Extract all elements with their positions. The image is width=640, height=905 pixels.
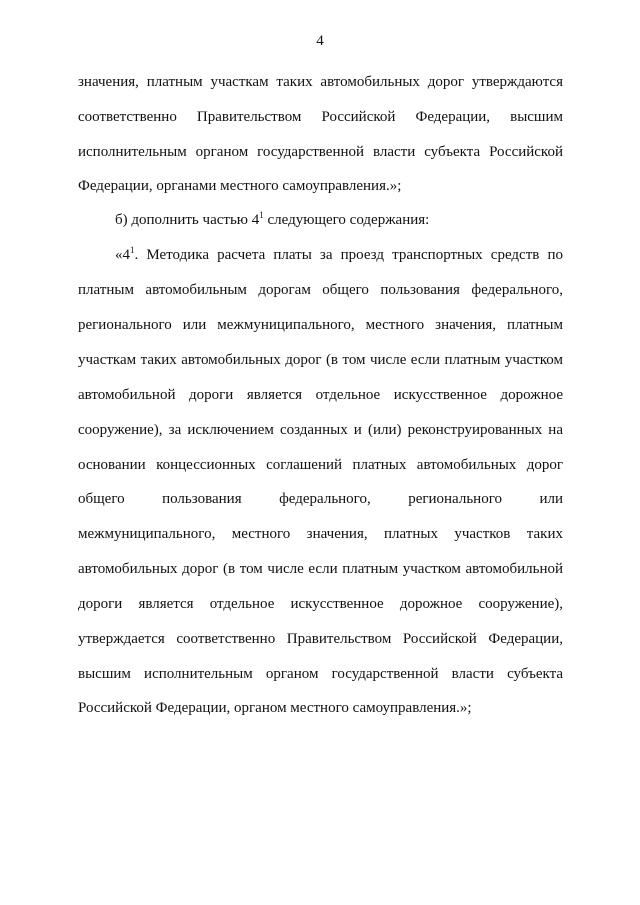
paragraph-3-line-1-text: . Методика расчета платы за проезд транспортных средств по — [134, 247, 563, 263]
paragraph-3-line-7: основании концессионных соглашений платных автомобильных дорог — [78, 457, 563, 473]
paragraph-3-line-11: дороги является отдельное искусственное дорожное сооружение), — [78, 596, 563, 612]
paragraph-3-line-12: утверждается соответственно Правительством Российской Федерации, — [78, 631, 563, 647]
paragraph-3-line-5: автомобильной дороги является отдельное искусственное дорожное — [78, 387, 563, 403]
paragraph-3-line-14: Российской Федерации, органом местного самоуправления.»; — [78, 700, 472, 716]
paragraph-3-line-3: регионального или межмуниципального, местного значения, платным — [78, 317, 563, 333]
paragraph-3-line-1 — [115, 245, 563, 265]
page-number: 4 — [316, 33, 324, 49]
paragraph-1-line-2: соответственно Правительством Российской Федерации, высшим — [78, 109, 563, 125]
paragraph-3-line-6: сооружение), за исключением созданных и (или) реконструированных на — [78, 422, 563, 438]
paragraph-1-line-1: значения, платным участкам таких автомобильных дорог утверждаются — [78, 74, 563, 90]
paragraph-2 — [115, 210, 563, 230]
paragraph-3-line-10: автомобильных дорог (в том числе если платным участком автомобильной — [78, 561, 563, 577]
paragraph-3-line-2: платным автомобильным дорогам общего пользования федерального, — [78, 282, 563, 298]
paragraph-2-superscript: 1 — [259, 210, 264, 220]
paragraph-1-line-3: исполнительным органом государственной власти субъекта Российской — [78, 144, 563, 160]
paragraph-3-line-8: общего пользования федерального, регионального или — [78, 491, 563, 507]
paragraph-2-text-before: б) дополнить частью 4 — [115, 212, 260, 228]
paragraph-3-superscript: 1 — [130, 245, 135, 255]
paragraph-3-line-9: межмуниципального, местного значения, платных участков таких — [78, 526, 563, 542]
paragraph-3-line-4: участкам таких автомобильных дорог (в том числе если платным участком — [78, 352, 563, 368]
paragraph-3-quote-number: «4 — [115, 247, 130, 263]
paragraph-2-text-after: следующего содержания: — [263, 212, 430, 228]
paragraph-1-line-4: Федерации, органами местного самоуправления.»; — [78, 178, 402, 194]
paragraph-3-line-13: высшим исполнительным органом государственной власти субъекта — [78, 666, 563, 682]
